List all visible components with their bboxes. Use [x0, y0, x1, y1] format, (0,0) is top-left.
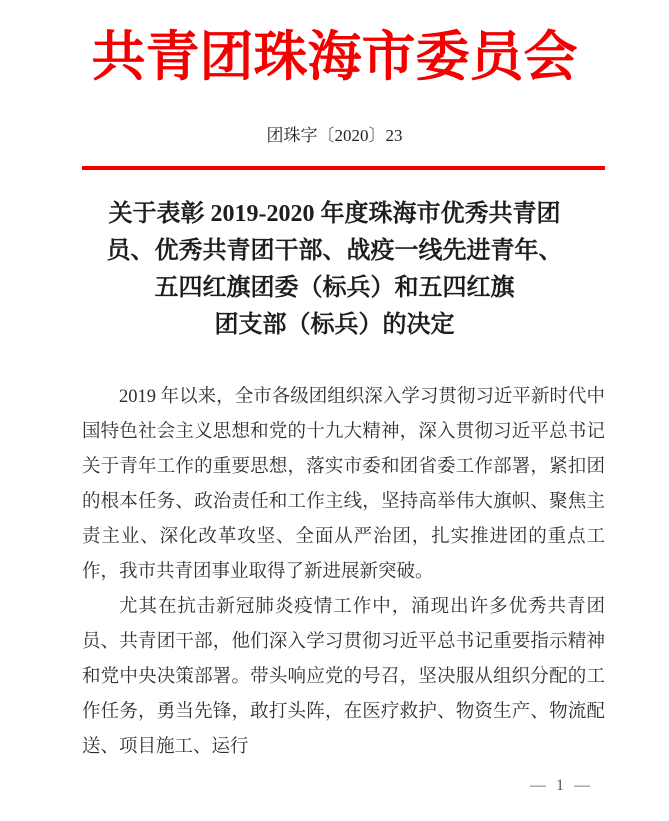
body-paragraph: 2019 年以来，全市各级团组织深入学习贯彻习近平新时代中国特色社会主义思想和党的十九大精神，深入贯彻习近平总书记关于青年工作的重要思想，落实市委和团省委工作部署，紧扣团的根本任务、政治责任和工作主线，坚持高举伟大旗帜、聚焦主责主业、深化改革攻坚、全面从严治团，扎实推进团的重点工作，我市共青团事业取得了新进展新突破。	[82, 387, 605, 582]
masthead-org-title: 共青团珠海市委员会	[91, 27, 578, 87]
body-paragraph: 尤其在抗击新冠肺炎疫情工作中，涌现出许多优秀共青团员、共青团干部，他们深入学习贯彻习近平总书记重要指示精神和党中央决策部署。带头响应党的号召，坚决服从组织分配的工作任务，勇当先锋，敢打头阵，在医疗救护、物资生产、物流配送、项目施工、运行	[82, 597, 605, 757]
document-title-line: 关于表彰 2019-2020 年度珠海市优秀共青团	[108, 201, 561, 227]
document-number: 团珠字〔2020〕23	[266, 126, 403, 145]
page-number: — 1 —	[530, 777, 593, 794]
document-title	[48, 196, 621, 344]
document-title-line: 团支部（标兵）的决定	[214, 312, 455, 338]
red-divider-rule	[82, 166, 605, 170]
document-body	[82, 380, 605, 765]
document-title-line: 员、优秀共青团干部、战疫一线先进青年、	[106, 238, 563, 264]
document-title-line: 五四红旗团委（标兵）和五四红旗	[154, 275, 515, 301]
